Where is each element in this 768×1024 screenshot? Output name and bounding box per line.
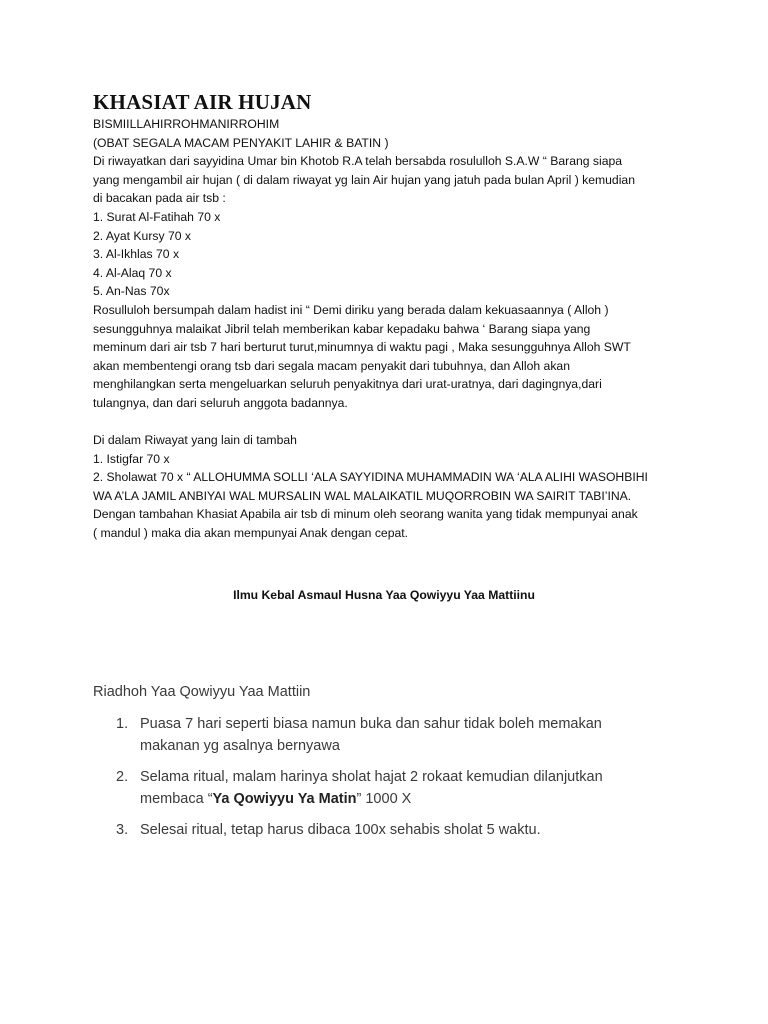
body-line: Di dalam Riwayat yang lain di tambah <box>93 433 297 448</box>
step-item <box>116 819 676 841</box>
step-text: Selesai ritual, tetap harus dibaca 100x sehabis sholat 5 waktu. <box>140 822 541 838</box>
step-text: Selama ritual, malam harinya sholat hajat 2 rokaat kemudian dilanjutkan <box>140 769 603 785</box>
body-line: (OBAT SEGALA MACAM PENYAKIT LAHIR & BATIN ) <box>93 135 389 150</box>
list-item: 5. An-Nas 70x <box>93 284 170 299</box>
body-line: akan membentengi orang tsb dari segala macam penyakit dari tubuhnya, dan Alloh akan <box>93 358 570 373</box>
body-line: ( mandul ) maka dia akan mempunyai Anak dengan cepat. <box>93 526 409 541</box>
step-text: membaca “ <box>140 791 213 807</box>
body-line: sesungguhnya malaikat Jibril telah memberikan kabar kepadaku bahwa ‘ Barang siapa yang <box>93 321 591 336</box>
steps-list <box>116 713 676 850</box>
body-line: menghilangkan serta mengeluarkan seluruh penyakitnya dari urat-uratnya, dari dagingnya,dari <box>93 377 602 392</box>
body-line: WA A’LA JAMIL ANBIYAI WAL MURSALIN WAL MALAIKATIL MUQORROBIN WA SAIRIT TABI’INA. <box>93 488 632 503</box>
step-item <box>116 713 676 757</box>
list-item: 2. Sholawat 70 x “ ALLOHUMMA SOLLI ‘ALA SAYYIDINA MUHAMMADIN WA ‘ALA ALIHI WASOHBIHI <box>93 470 648 485</box>
body-line: tulangnya, dan dari seluruh anggota badannya. <box>93 395 348 410</box>
step-emphasis: Ya Qowiyyu Ya Matin <box>212 791 357 807</box>
step-item <box>116 766 676 810</box>
riadhoh-title: Riadhoh Yaa Qowiyyu Yaa Mattiin <box>93 684 311 700</box>
body-line: yang mengambil air hujan ( di dalam riwayat yg lain Air hujan yang jatuh pada bulan April ) kemudian <box>93 172 635 187</box>
step-text: ” 1000 X <box>356 791 412 807</box>
step-text-line <box>140 788 676 810</box>
body-line: BISMIILLAHIRROHMANIRROHIM <box>93 117 280 131</box>
body-text <box>93 115 693 543</box>
document-title: KHASIAT AIR HUJAN <box>93 90 312 114</box>
step-text: makanan yg asalnya bernyawa <box>140 738 340 754</box>
step-number: 3. <box>116 822 129 838</box>
section-heading: Ilmu Kebal Asmaul Husna Yaa Qowiyyu Yaa Mattiinu <box>233 588 535 602</box>
body-line: meminum dari air tsb 7 hari berturut turut,minumnya di waktu pagi , Maka sesungguhnya Alloh SWT <box>93 340 631 355</box>
list-item: 2. Ayat Kursy 70 x <box>93 228 192 243</box>
step-text: Puasa 7 hari seperti biasa namun buka dan sahur tidak boleh memakan <box>140 716 602 732</box>
list-item: 3. Al-Ikhlas 70 x <box>93 247 180 262</box>
list-item: 1. Surat Al-Fatihah 70 x <box>93 209 221 224</box>
list-item: 1. Istigfar 70 x <box>93 451 170 466</box>
step-number: 2. <box>116 769 129 785</box>
step-number: 1. <box>116 716 129 732</box>
body-line: Rosulluloh bersumpah dalam hadist ini “ Demi diriku yang berada dalam kekuasaannya ( Alloh ) <box>93 302 609 317</box>
body-line: Dengan tambahan Khasiat Apabila air tsb di minum oleh seorang wanita yang tidak mempunyai anak <box>93 507 638 522</box>
body-line: Di riwayatkan dari sayyidina Umar bin Khotob R.A telah bersabda rosululloh S.A.W “ Barang siapa <box>93 154 623 169</box>
blank-line <box>93 413 693 432</box>
list-item: 4. Al-Alaq 70 x <box>93 265 172 280</box>
body-line: di bacakan pada air tsb : <box>93 191 226 206</box>
